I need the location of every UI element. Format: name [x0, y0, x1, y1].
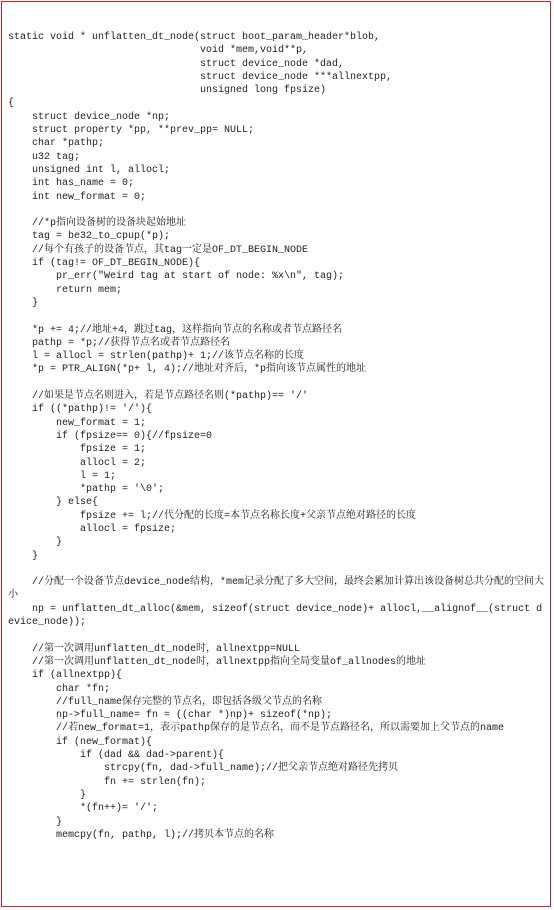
code-line: allocl = fpsize;	[8, 523, 177, 535]
code-line: pathp = *p;//获得节点名或者节点路径名	[8, 337, 231, 349]
code-line: struct device_node ***allnextpp,	[8, 71, 393, 83]
code-line: if (fpsize== 0){//fpsize=0	[8, 430, 213, 442]
code-line: }	[8, 297, 39, 309]
code-line: //full_name保存完整的节点名，即包括各级父节点的名称	[8, 696, 323, 708]
code-line: new_format = 1;	[8, 417, 147, 429]
code-line: if (dad && dad->parent){	[8, 750, 225, 762]
code-line: np->full_name= fn = ((char *)np)+ sizeof(*np);	[8, 710, 333, 722]
code-line: }	[8, 537, 63, 549]
code-line: }	[8, 789, 87, 801]
code-line: *p = PTR_ALIGN(*p+ l, 4);//地址对齐后，*p指向该节点属性的地址	[8, 364, 367, 376]
code-line: //*p指向设备树的设备块起始地址	[8, 218, 187, 230]
code-line: int new_format = 0;	[8, 191, 147, 203]
code-line: struct device_node *np;	[8, 111, 171, 123]
code-line: l = allocl = strlen(pathp)+ 1;//该节点名称的长度	[8, 351, 305, 363]
code-line: if (allnextpp){	[8, 670, 123, 682]
code-line: } else{	[8, 497, 99, 509]
code-line: allocl = 2;	[8, 457, 147, 469]
code-block	[8, 31, 546, 842]
code-line	[8, 563, 546, 576]
code-line: //分配一个设备节点device_node结构，*mem记录分配了多大空间，最终会累加计算出该设备树总共分配的空间大小	[8, 577, 545, 602]
code-line	[8, 310, 546, 323]
code-line: *p += 4;//地址+4，跳过tag，这样指向节点的名称或者节点路径名	[8, 324, 343, 336]
code-line	[8, 377, 546, 390]
code-line: //每个有孩子的设备节点，其tag一定是OF_DT_BEGIN_NODE	[8, 244, 309, 256]
code-line: static void * unflatten_dt_node(struct boot_param_header*blob,	[8, 32, 381, 43]
code-line: //第一次调用unflatten_dt_node时，allnextpp指向全局变量of_allnodes的地址	[8, 656, 427, 668]
code-line: //若new_format=1，表示pathp保存的是节点名，而不是节点路径名，所以需要加上父节点的name	[8, 723, 505, 735]
code-line: int has_name = 0;	[8, 178, 135, 190]
code-panel	[1, 1, 551, 907]
code-line: char *fn;	[8, 683, 111, 695]
code-line	[8, 629, 546, 642]
code-line: if ((*pathp)!= '/'){	[8, 404, 153, 416]
code-line: tag = be32_to_cpup(*p);	[8, 231, 171, 243]
code-line: if (new_format){	[8, 736, 153, 748]
code-line: memcpy(fn, pathp, l);//拷贝本节点的名称	[8, 829, 275, 841]
code-line: if (tag!= OF_DT_BEGIN_NODE){	[8, 258, 201, 270]
code-line: char *pathp;	[8, 138, 105, 150]
code-line: struct property *pp, **prev_pp= NULL;	[8, 125, 255, 137]
code-line: l = 1;	[8, 470, 117, 482]
code-line: *(fn++)= '/';	[8, 803, 159, 815]
code-line: //第一次调用unflatten_dt_node时，allnextpp=NULL	[8, 643, 301, 655]
code-line: np = unflatten_dt_alloc(&mem, sizeof(struct device_node)+ allocl,__alignof__(struct device_node));	[8, 603, 543, 629]
code-line: unsigned long fpsize)	[8, 85, 327, 97]
code-line: *pathp = '\0';	[8, 484, 165, 496]
code-line: unsigned int l, allocl;	[8, 164, 171, 176]
code-line: fn += strlen(fn);	[8, 776, 207, 788]
code-line: u32 tag;	[8, 151, 81, 163]
code-line: pr_err("Weird tag at start of node: %x\n", tag);	[8, 271, 345, 283]
code-line: struct device_node *dad,	[8, 58, 345, 70]
code-line: fpsize = 1;	[8, 444, 147, 456]
code-line: //如果是节点名则进入，若是节点路径名则(*pathp)== '/'	[8, 391, 309, 403]
code-line: strcpy(fn, dad->full_name);//把父亲节点绝对路径先拷贝	[8, 763, 399, 775]
code-line	[8, 204, 546, 217]
code-line: {	[8, 98, 15, 110]
code-line: }	[8, 816, 63, 828]
code-line: void *mem,void**p,	[8, 45, 309, 57]
code-line: return mem;	[8, 284, 123, 296]
code-line: fpsize += l;//代分配的长度=本节点名称长度+父亲节点绝对路径的长度	[8, 510, 417, 522]
code-line: }	[8, 550, 39, 562]
